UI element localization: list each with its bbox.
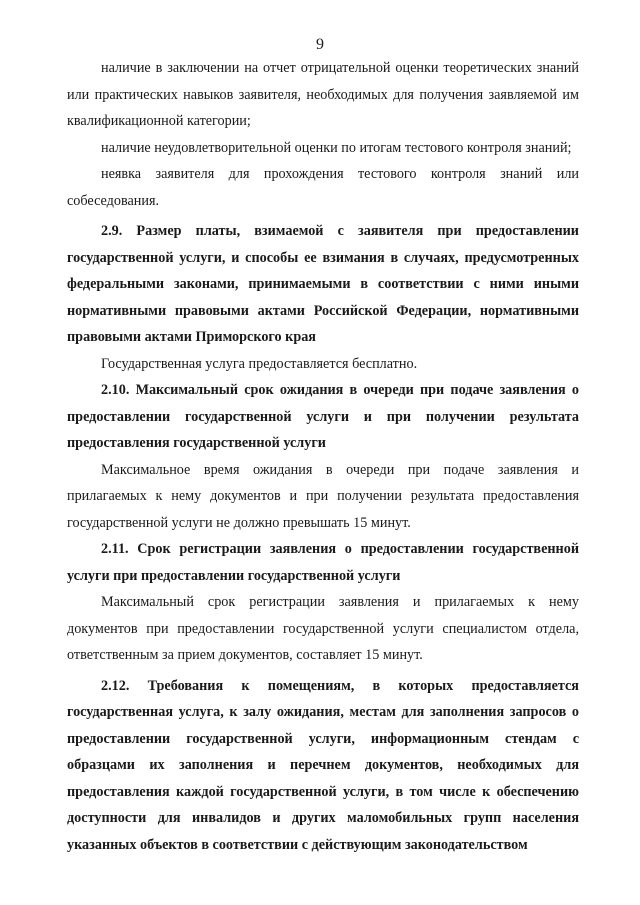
paragraph-conditions-2: наличие неудовлетворительной оценки по итогам тестового контроля знаний;	[101, 139, 572, 156]
paragraph-waiting-time: Максимальное время ожидания в очереди при подаче заявления и прилагаемых к нему документов и при получении результата предоставления государственной услуги не должно превышать 15 минут.	[67, 461, 579, 531]
paragraph-fee: Государственная услуга предоставляется бесплатно.	[101, 355, 418, 372]
section-heading-2-12: 2.12. Требования к помещениям, в которых предоставляется государственная услуга, к залу ожидания, местам для заполнения запросов о предоставлении государственной услуги, информационным стендам с образцами их заполнения и перечнем документов, необходимых для предоставления каждой государственной услуги, в том числе к обеспечению доступности для инвалидов и других маломобильных групп населения указанных объектов в соответствии с действующим законодательством	[67, 677, 579, 853]
section-heading-2-9: 2.9. Размер платы, взимаемой с заявителя при предоставлении государственной услуги, и способы ее взимания в случаях, предусмотренных федеральными законами, принимаемыми в соответствии с ними иными нормативными правовыми актами Российской Федерации, нормативными правовыми актами Приморского края	[67, 223, 579, 345]
paragraph-conditions-3: неявка заявителя для прохождения тестового контроля знаний или собеседования.	[67, 166, 579, 209]
section-heading-2-11: 2.11. Срок регистрации заявления о предоставлении государственной услуги при предоставлении государственной услуги	[67, 541, 579, 584]
section-heading-2-10: 2.10. Максимальный срок ожидания в очереди при подаче заявления о предоставлении государственной услуги и при получении результата предоставления государственной услуги	[67, 382, 579, 451]
page-number: 9	[316, 36, 324, 53]
paragraph-conditions-1: наличие в заключении на отчет отрицательной оценки теоретических знаний или практических навыков заявителя, необходимых для получения заявляемой им квалификационной категории;	[67, 60, 579, 129]
document-body	[67, 55, 579, 858]
paragraph-registration-time: Максимальный срок регистрации заявления и прилагаемых к нему документов при предоставлении государственной услуги специалистом отдела, ответственным за прием документов, составляет 15 минут.	[67, 594, 579, 663]
